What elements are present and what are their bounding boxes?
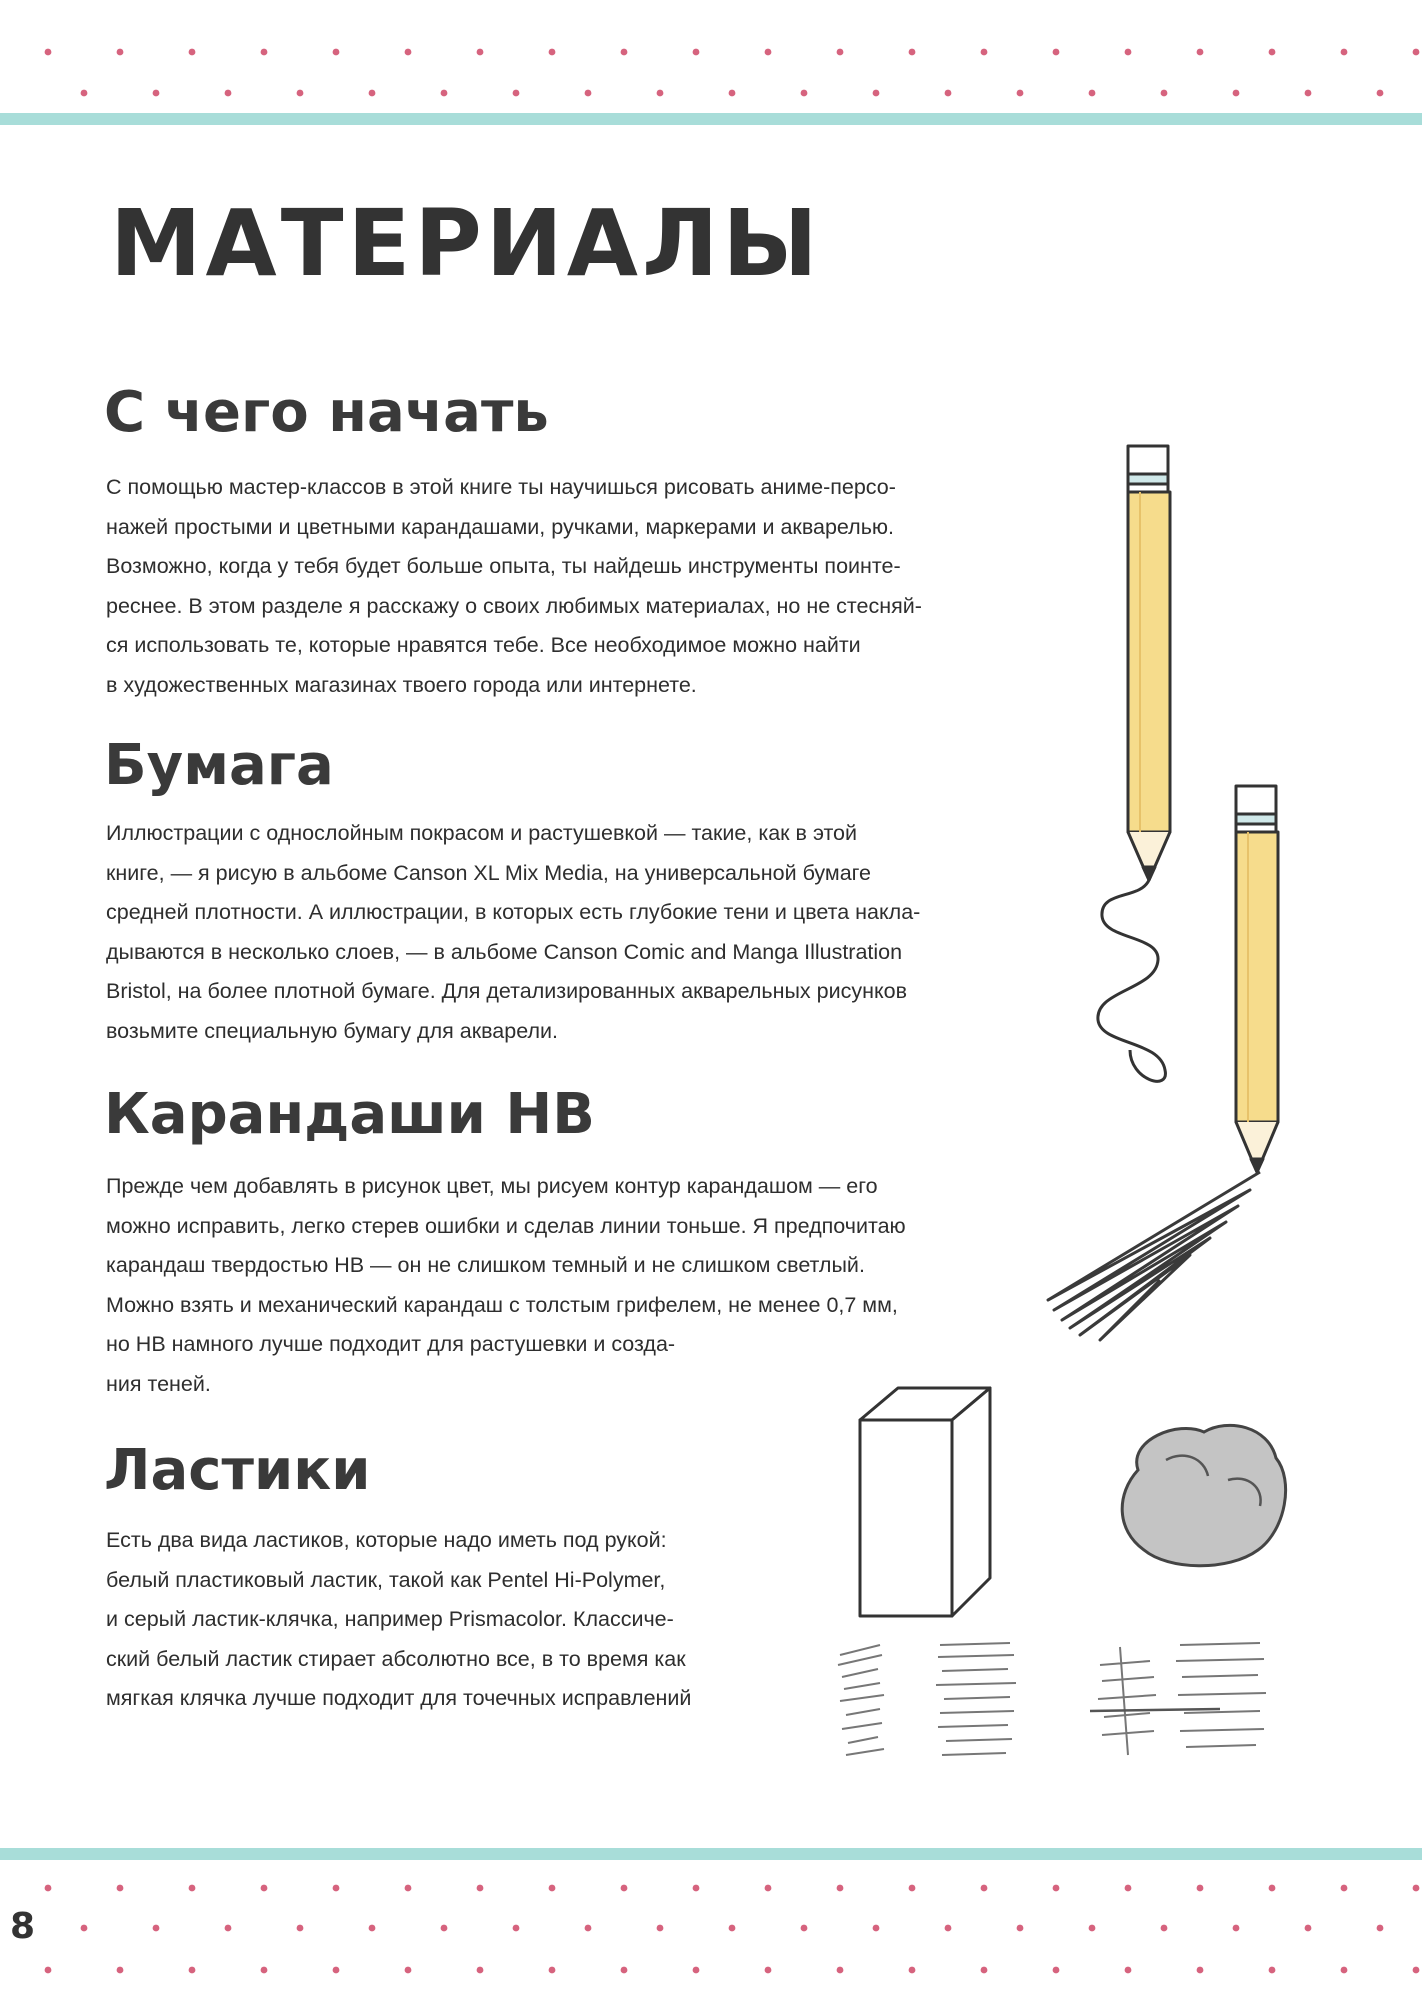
pink-dot: [261, 1885, 268, 1892]
pink-dot: [1125, 49, 1132, 56]
pink-dot: [945, 90, 952, 97]
bottom-dot-border: [0, 1858, 1422, 2000]
pink-dot: [1341, 49, 1348, 56]
pink-dot: [405, 1885, 412, 1892]
pink-dot: [1269, 49, 1276, 56]
pink-dot: [189, 1885, 196, 1892]
pink-dot: [441, 90, 448, 97]
pink-dot: [585, 1925, 592, 1932]
pink-dot: [873, 90, 880, 97]
section-body-erasers: Есть два вида ластиков, которые надо иметь под рукой: белый пластиковый ластик, такой как Pentel Hi-Polymer, и серый ластик-клячка, например Prismacolor. Классиче- ский белый ластик стирает абсолютно все, в то время как мягкая клячка лучше подходит для точечных исправлений: [106, 1528, 692, 1710]
pink-dot: [693, 49, 700, 56]
pink-dot: [405, 1967, 412, 1974]
pink-dot: [981, 49, 988, 56]
pink-dot: [1413, 1967, 1420, 1974]
pink-dot: [1197, 1967, 1204, 1974]
eraser-marks-icon: [820, 1625, 1280, 1785]
pink-dot: [945, 1925, 952, 1932]
pink-dot: [765, 1967, 772, 1974]
pink-dot: [801, 90, 808, 97]
pink-dot: [765, 1885, 772, 1892]
pink-dot: [153, 1925, 160, 1932]
pink-dot: [549, 1967, 556, 1974]
section-body-pencils: Прежде чем добавлять в рисунок цвет, мы рисуем контур карандашом — его можно исправить, легко стерев ошибки и сделав линии тоньше. Я предпочитаю карандаш твердостью HB — он не слишком темный и не слишком светлый. Можно взять и механический карандаш с толстым грифелем, не менее 0,7 мм, но HB намного лучше подходит для растушевки и созда- ния теней.: [106, 1174, 906, 1396]
pink-dot: [261, 1967, 268, 1974]
pink-dot: [1017, 90, 1024, 97]
pink-dot: [693, 1885, 700, 1892]
pink-dot: [1089, 90, 1096, 97]
pink-dot: [729, 90, 736, 97]
pink-dot: [1125, 1885, 1132, 1892]
pink-dot: [1017, 1925, 1024, 1932]
pink-dot: [81, 90, 88, 97]
pink-dot: [513, 90, 520, 97]
pink-dot: [477, 1885, 484, 1892]
pink-dot: [909, 1967, 916, 1974]
pink-dots: [45, 49, 1420, 97]
pink-dot: [1125, 1967, 1132, 1974]
pink-dot: [837, 1885, 844, 1892]
pink-dot: [1233, 1925, 1240, 1932]
pink-dot: [117, 1967, 124, 1974]
pink-dot: [1197, 1885, 1204, 1892]
page-number: 8: [10, 1906, 36, 1947]
pink-dot: [873, 1925, 880, 1932]
pink-dot: [549, 1885, 556, 1892]
shading-scribble: [1048, 1172, 1260, 1340]
pink-dot: [45, 1967, 52, 1974]
pink-dot: [657, 1925, 664, 1932]
pink-dot: [369, 1925, 376, 1932]
pink-dot: [513, 1925, 520, 1932]
pink-dot: [693, 1967, 700, 1974]
pink-dot: [225, 1925, 232, 1932]
pink-dot: [1341, 1967, 1348, 1974]
pink-dots-bottom: [45, 1885, 1420, 1974]
pink-dot: [45, 1885, 52, 1892]
pink-dot: [621, 1885, 628, 1892]
wavy-line: [1098, 880, 1166, 1081]
pink-dot: [1053, 49, 1060, 56]
pink-dot: [81, 1925, 88, 1932]
pink-dot: [549, 49, 556, 56]
pink-dot: [441, 1925, 448, 1932]
pink-dot: [1377, 1925, 1384, 1932]
pink-dot: [657, 90, 664, 97]
pink-dot: [1305, 90, 1312, 97]
pink-dot: [189, 1967, 196, 1974]
pink-dot: [837, 49, 844, 56]
section-heading-start: С чего начать: [104, 380, 549, 445]
pink-dot: [837, 1967, 844, 1974]
pink-dot: [333, 1885, 340, 1892]
pink-dot: [765, 49, 772, 56]
pink-dot: [153, 90, 160, 97]
pink-dot: [1413, 1885, 1420, 1892]
pencil-right: [1236, 786, 1278, 1172]
pink-dot: [1341, 1885, 1348, 1892]
pink-dot: [1269, 1885, 1276, 1892]
kneaded-eraser-icon: [1108, 1410, 1298, 1580]
two-pencils-icon: [1040, 430, 1340, 1350]
pink-dot: [117, 1885, 124, 1892]
pink-dot: [333, 49, 340, 56]
pink-dot: [909, 1885, 916, 1892]
pencil-left: [1128, 446, 1170, 880]
pink-dot: [1053, 1885, 1060, 1892]
page-title: МАТЕРИАЛЫ: [110, 190, 822, 297]
section-heading-pencils: Карандаши HB: [104, 1082, 595, 1147]
pink-dot: [1377, 90, 1384, 97]
pink-dot: [909, 49, 916, 56]
section-heading-paper: Бумага: [104, 733, 334, 798]
pink-dot: [585, 90, 592, 97]
section-body-start: С помощью мастер-классов в этой книге ты научишься рисовать аниме-персо- нажей простыми и цветными карандашами, ручками, маркерами и акварелью. Возможно, когда у тебя будет больше опыта, ты найдешь инструменты поинте- реснее. В этом разделе я расскажу о своих любимых материалах, но не стесняй- ся использовать те, которые нравятся тебе. Все необходимое можно найти в художественных магазинах твоего города или интернете.: [106, 475, 922, 697]
pink-dot: [1197, 49, 1204, 56]
pink-dot: [1053, 1967, 1060, 1974]
pink-dot: [621, 49, 628, 56]
pink-dot: [297, 90, 304, 97]
pink-dot: [477, 1967, 484, 1974]
pink-dot: [1269, 1967, 1276, 1974]
pink-dot: [117, 49, 124, 56]
pink-dot: [1233, 90, 1240, 97]
pink-dot: [1161, 90, 1168, 97]
pink-dot: [333, 1967, 340, 1974]
top-dot-border: [0, 0, 1422, 118]
pink-dot: [369, 90, 376, 97]
pink-dot: [189, 49, 196, 56]
top-teal-stripe: [0, 113, 1422, 125]
pink-dot: [1089, 1925, 1096, 1932]
section-heading-erasers: Ластики: [104, 1438, 371, 1503]
pink-dot: [981, 1967, 988, 1974]
pink-dot: [45, 49, 52, 56]
pink-dot: [261, 49, 268, 56]
pink-dot: [1161, 1925, 1168, 1932]
pink-dot: [477, 49, 484, 56]
pink-dot: [621, 1967, 628, 1974]
pink-dot: [1305, 1925, 1312, 1932]
pink-dot: [729, 1925, 736, 1932]
pink-dot: [1413, 49, 1420, 56]
section-body-paper: Иллюстрации с однослойным покрасом и растушевкой — такие, как в этой книге, — я рисую в альбоме Canson XL Mix Media, на универсальной бумаге средней плотности. А иллюстрации, в которых есть глубокие тени и цвета накла- дываются в несколько слоев, — в альбоме Canson Comic and Manga Illustration Bristol, на более плотной бумаге. Для детализированных акварельных рисунков возьмите специальную бумагу для акварели.: [106, 821, 921, 1043]
pink-dot: [297, 1925, 304, 1932]
pink-dot: [225, 90, 232, 97]
pink-dot: [981, 1885, 988, 1892]
pink-dot: [801, 1925, 808, 1932]
pink-dot: [405, 49, 412, 56]
